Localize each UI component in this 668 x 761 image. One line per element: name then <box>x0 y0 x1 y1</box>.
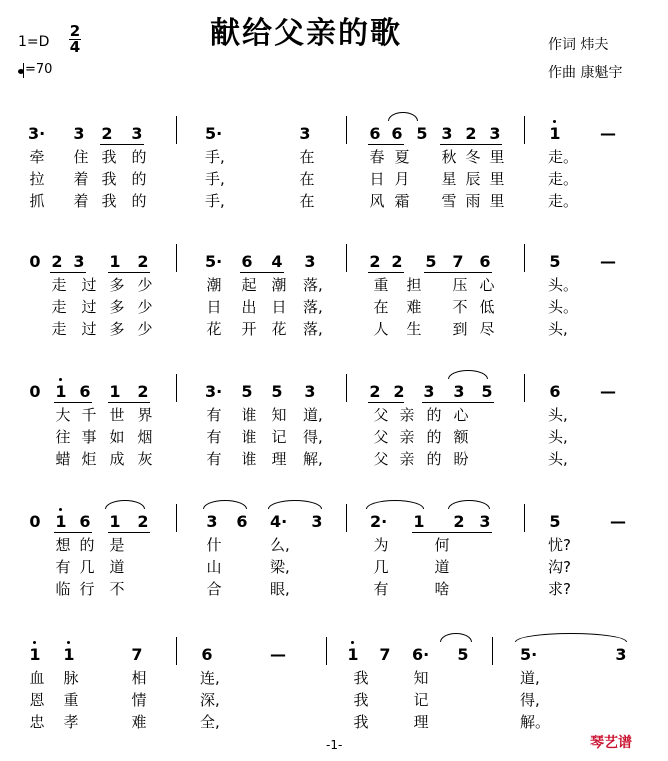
lyric-char: 走 <box>51 276 67 294</box>
lyric-char: 落, <box>303 320 323 338</box>
note: 6· <box>412 645 430 664</box>
slur <box>448 370 488 379</box>
lyric-char: 界 <box>137 406 153 424</box>
lyric-char: 里 <box>489 192 505 210</box>
lyric-char: 深, <box>200 691 220 709</box>
note: 2 <box>369 252 381 271</box>
beam-line <box>422 402 494 403</box>
tempo-marking <box>18 62 52 77</box>
barline <box>176 637 177 665</box>
beam-line <box>412 532 492 533</box>
lyric-char: 的 <box>426 406 442 424</box>
lyric-char: 额 <box>453 428 469 446</box>
beam-line <box>108 532 150 533</box>
lyric-char: 出 <box>241 298 257 316</box>
barline <box>346 504 347 532</box>
lyric-char: 心 <box>453 406 469 424</box>
lyric-char: 抓 <box>29 192 45 210</box>
note: 1 <box>413 512 425 531</box>
note: 5 <box>271 382 283 401</box>
beam-line <box>368 144 404 145</box>
lyric-char: 生 <box>406 320 422 338</box>
slur <box>448 500 490 509</box>
lyric-char: 低 <box>479 298 495 316</box>
note: 3 <box>73 252 85 271</box>
barline <box>176 116 177 144</box>
lyric-char: 理 <box>271 450 287 468</box>
lyric-char: 在 <box>299 148 315 166</box>
note: 3· <box>28 124 46 143</box>
lyric-char: 记 <box>413 691 429 709</box>
note: 6 <box>479 252 491 271</box>
lyric-char: 在 <box>373 298 389 316</box>
lyric-char: 开 <box>241 320 257 338</box>
lyric-char: 什 <box>206 536 222 554</box>
composer-credit: 作曲 康魁宇 <box>548 65 623 81</box>
lyric-char: 月 <box>394 170 410 188</box>
lyric-char: 花 <box>271 320 287 338</box>
barline <box>326 637 327 665</box>
lyric-char: 头, <box>548 406 568 424</box>
note: 1 <box>109 512 121 531</box>
quarter-note-icon <box>18 69 24 74</box>
key-signature: 1=D <box>18 34 50 50</box>
lyric-char: 日 <box>369 170 385 188</box>
barline <box>346 116 347 144</box>
lyric-char: 潮 <box>271 276 287 294</box>
barline <box>346 244 347 272</box>
beam-line <box>54 532 92 533</box>
note: 5 <box>425 252 437 271</box>
lyric-char: 落, <box>303 276 323 294</box>
lyric-char: 雪 <box>441 192 457 210</box>
lyric-char: 知 <box>271 406 287 424</box>
note: 1 <box>29 645 41 664</box>
lyric-char: 牵 <box>29 148 45 166</box>
beam-line <box>54 402 92 403</box>
lyric-char: 的 <box>426 450 442 468</box>
lyric-char: 在 <box>299 170 315 188</box>
note: 0 <box>29 252 41 271</box>
lyric-char: 头。 <box>548 298 579 316</box>
note: 3 <box>441 124 453 143</box>
note: 0 <box>29 382 41 401</box>
note: 3 <box>423 382 435 401</box>
lyric-char: 辰 <box>465 170 481 188</box>
note: 2 <box>137 512 149 531</box>
lyric-char: 走 <box>51 320 67 338</box>
lyric-char: 里 <box>489 148 505 166</box>
lyric-char: 住 <box>73 148 89 166</box>
lyric-char: 日 <box>206 298 222 316</box>
note: 2 <box>393 382 405 401</box>
note: 3 <box>453 382 465 401</box>
octave-dot <box>33 641 36 644</box>
lyric-char: 的 <box>131 148 147 166</box>
lyric-char: 有 <box>55 558 71 576</box>
lyric-char: 着 <box>73 170 89 188</box>
lyric-char: 烟 <box>137 428 153 446</box>
octave-dot <box>553 120 556 123</box>
lyric-char: 里 <box>489 170 505 188</box>
note: 1 <box>55 382 67 401</box>
lyricist-credit: 作词 炜夫 <box>548 37 609 53</box>
lyric-char: 不 <box>109 580 125 598</box>
tempo-value: =70 <box>25 62 53 77</box>
lyric-char: 多 <box>109 276 125 294</box>
lyric-char: 压 <box>452 276 468 294</box>
note: 5 <box>241 382 253 401</box>
lyric-char: 风 <box>369 192 385 210</box>
note: 3 <box>479 512 491 531</box>
note: 3 <box>131 124 143 143</box>
beam-line <box>240 272 284 273</box>
note: 1 <box>109 252 121 271</box>
octave-dot <box>351 641 354 644</box>
note: 1 <box>549 124 561 143</box>
note: 2· <box>370 512 388 531</box>
lyric-char: 行 <box>79 580 95 598</box>
lyric-char: 着 <box>73 192 89 210</box>
note: 2 <box>391 252 403 271</box>
note: 2 <box>137 382 149 401</box>
lyric-char: 有 <box>206 406 222 424</box>
note: 2 <box>453 512 465 531</box>
lyric-char: 为 <box>373 536 389 554</box>
lyric-char: 脉 <box>63 669 79 687</box>
lyric-char: 谁 <box>241 406 257 424</box>
lyric-char: 情 <box>131 691 147 709</box>
sustain-dash: — <box>610 512 626 531</box>
note: 2 <box>137 252 149 271</box>
lyric-char: 记 <box>271 428 287 446</box>
beam-line <box>368 402 404 403</box>
barline <box>176 504 177 532</box>
lyric-char: 何 <box>434 536 450 554</box>
lyric-char: 的 <box>131 170 147 188</box>
octave-dot <box>59 508 62 511</box>
note: 2 <box>369 382 381 401</box>
lyric-char: 花 <box>206 320 222 338</box>
lyric-char: 成 <box>109 450 125 468</box>
lyric-char: 走。 <box>548 148 579 166</box>
note: 6 <box>79 512 91 531</box>
barline <box>176 374 177 402</box>
lyric-char: 道 <box>434 558 450 576</box>
time-signature <box>69 24 81 55</box>
lyric-char: 知 <box>413 669 429 687</box>
lyric-char: 潮 <box>206 276 222 294</box>
lyric-char: 手, <box>205 170 225 188</box>
lyric-char: 孝 <box>63 713 79 731</box>
slur <box>268 500 322 509</box>
lyric-char: 沟? <box>548 558 571 576</box>
lyric-char: 落, <box>303 298 323 316</box>
lyric-char: 求? <box>548 580 571 598</box>
song-title: 献给父亲的歌 <box>210 16 402 51</box>
lyric-char: 往 <box>55 428 71 446</box>
lyric-char: 担 <box>406 276 422 294</box>
lyric-char: 全, <box>200 713 220 731</box>
lyric-char: 到 <box>452 320 468 338</box>
barline <box>524 504 525 532</box>
time-signature-top: 2 <box>69 22 81 40</box>
lyric-char: 头, <box>548 450 568 468</box>
lyric-char: 手, <box>205 192 225 210</box>
lyric-char: 世 <box>109 406 125 424</box>
lyric-char: 蜡 <box>55 450 71 468</box>
slur <box>440 633 472 642</box>
lyric-char: 父 <box>373 428 389 446</box>
lyric-char: 父 <box>373 406 389 424</box>
lyric-char: 眼, <box>270 580 290 598</box>
note: 4 <box>271 252 283 271</box>
lyric-char: 得, <box>303 428 323 446</box>
page-number: -1- <box>326 738 343 752</box>
note: 3 <box>299 124 311 143</box>
note: 5· <box>205 124 223 143</box>
lyric-char: 多 <box>109 320 125 338</box>
note: 5 <box>416 124 428 143</box>
lyric-char: 忧? <box>548 536 571 554</box>
note: 6 <box>241 252 253 271</box>
lyric-char: 亲 <box>399 450 415 468</box>
lyric-char: 头, <box>548 428 568 446</box>
lyric-char: 血 <box>29 669 45 687</box>
lyric-char: 过 <box>81 320 97 338</box>
lyric-char: 道, <box>303 406 323 424</box>
lyric-char: 恩 <box>29 691 45 709</box>
note: 7 <box>379 645 391 664</box>
slur <box>515 633 627 642</box>
lyric-char: 谁 <box>241 428 257 446</box>
lyric-char: 得, <box>520 691 540 709</box>
lyric-char: 不 <box>452 298 468 316</box>
lyric-char: 有 <box>206 450 222 468</box>
lyric-char: 头, <box>548 320 568 338</box>
lyric-char: 走 <box>51 298 67 316</box>
lyric-char: 难 <box>406 298 422 316</box>
lyric-char: 是 <box>109 536 125 554</box>
lyric-char: 少 <box>137 298 153 316</box>
slur <box>388 112 418 121</box>
barline <box>346 374 347 402</box>
lyric-char: 解, <box>303 450 323 468</box>
barline <box>524 116 525 144</box>
lyric-char: 春 <box>369 148 385 166</box>
note: 3 <box>615 645 627 664</box>
lyric-char: 如 <box>109 428 125 446</box>
note: 5· <box>205 252 223 271</box>
lyric-char: 亲 <box>399 428 415 446</box>
lyric-char: 忠 <box>29 713 45 731</box>
beam-line <box>108 402 150 403</box>
sustain-dash: — <box>600 382 616 401</box>
note: 5 <box>549 512 561 531</box>
lyric-char: 心 <box>479 276 495 294</box>
lyric-char: 雨 <box>465 192 481 210</box>
lyric-char: 几 <box>373 558 389 576</box>
octave-dot <box>67 641 70 644</box>
lyric-char: 啥 <box>434 580 450 598</box>
note: 3 <box>73 124 85 143</box>
lyric-char: 山 <box>206 558 222 576</box>
lyric-char: 我 <box>353 669 369 687</box>
note: 3 <box>304 252 316 271</box>
lyric-char: 的 <box>426 428 442 446</box>
lyric-char: 我 <box>353 691 369 709</box>
note: 3 <box>311 512 323 531</box>
note: 1 <box>347 645 359 664</box>
slur <box>203 500 247 509</box>
note: 1 <box>63 645 75 664</box>
beam-line <box>368 272 404 273</box>
note: 6 <box>549 382 561 401</box>
note: 6 <box>201 645 213 664</box>
lyric-char: 盼 <box>453 450 469 468</box>
note: 4· <box>270 512 288 531</box>
lyric-char: 夏 <box>394 148 410 166</box>
lyric-char: 梁, <box>270 558 290 576</box>
lyric-char: 难 <box>131 713 147 731</box>
lyric-char: 霜 <box>394 192 410 210</box>
note: 0 <box>29 512 41 531</box>
beam-line <box>424 272 492 273</box>
note: 7 <box>131 645 143 664</box>
beam-line <box>50 272 86 273</box>
note: 5 <box>481 382 493 401</box>
note: 2 <box>465 124 477 143</box>
lyric-char: 有 <box>206 428 222 446</box>
lyric-char: 尽 <box>479 320 495 338</box>
lyric-char: 在 <box>299 192 315 210</box>
lyric-char: 相 <box>131 669 147 687</box>
lyric-char: 冬 <box>465 148 481 166</box>
lyric-char: 的 <box>131 192 147 210</box>
lyric-char: 事 <box>81 428 97 446</box>
lyric-char: 么, <box>270 536 290 554</box>
note: 1 <box>109 382 121 401</box>
lyric-char: 我 <box>101 170 117 188</box>
time-signature-bottom: 4 <box>69 38 81 56</box>
slur <box>105 500 145 509</box>
note: 6 <box>79 382 91 401</box>
lyric-char: 有 <box>373 580 389 598</box>
note: 6 <box>369 124 381 143</box>
lyric-char: 我 <box>101 192 117 210</box>
barline <box>524 244 525 272</box>
sustain-dash: — <box>600 252 616 271</box>
lyric-char: 我 <box>101 148 117 166</box>
note: 3· <box>205 382 223 401</box>
lyric-char: 大 <box>55 406 71 424</box>
watermark-logo: 琴艺谱 <box>590 735 632 751</box>
beam-line <box>108 272 150 273</box>
lyric-char: 道 <box>109 558 125 576</box>
lyric-char: 重 <box>373 276 389 294</box>
lyric-char: 过 <box>81 276 97 294</box>
lyric-char: 临 <box>55 580 71 598</box>
lyric-char: 谁 <box>241 450 257 468</box>
beam-line <box>100 144 144 145</box>
beam-line <box>440 144 502 145</box>
lyric-char: 理 <box>413 713 429 731</box>
barline <box>176 244 177 272</box>
note: 6 <box>236 512 248 531</box>
lyric-char: 手, <box>205 148 225 166</box>
lyric-char: 拉 <box>29 170 45 188</box>
octave-dot <box>59 378 62 381</box>
lyric-char: 秋 <box>441 148 457 166</box>
lyric-char: 少 <box>137 276 153 294</box>
note: 5 <box>457 645 469 664</box>
lyric-char: 重 <box>63 691 79 709</box>
note: 2 <box>51 252 63 271</box>
lyric-char: 解。 <box>520 713 551 731</box>
lyric-char: 道, <box>520 669 540 687</box>
lyric-char: 亲 <box>399 406 415 424</box>
sustain-dash: — <box>600 124 616 143</box>
lyric-char: 灰 <box>137 450 153 468</box>
note: 5 <box>549 252 561 271</box>
slur <box>366 500 424 509</box>
sustain-dash: — <box>270 645 286 664</box>
lyric-char: 过 <box>81 298 97 316</box>
lyric-char: 人 <box>373 320 389 338</box>
lyric-char: 千 <box>81 406 97 424</box>
barline <box>524 374 525 402</box>
lyric-char: 炬 <box>81 450 97 468</box>
note: 6 <box>391 124 403 143</box>
lyric-char: 想 <box>55 536 71 554</box>
lyric-char: 合 <box>206 580 222 598</box>
lyric-char: 多 <box>109 298 125 316</box>
lyric-char: 连, <box>200 669 220 687</box>
lyric-char: 日 <box>271 298 287 316</box>
note: 3 <box>206 512 218 531</box>
lyric-char: 的 <box>79 536 95 554</box>
note: 3 <box>304 382 316 401</box>
lyric-char: 我 <box>353 713 369 731</box>
note: 1 <box>55 512 67 531</box>
lyric-char: 走。 <box>548 192 579 210</box>
lyric-char: 星 <box>441 170 457 188</box>
lyric-char: 少 <box>137 320 153 338</box>
note: 7 <box>452 252 464 271</box>
lyric-char: 起 <box>241 276 257 294</box>
note: 3 <box>489 124 501 143</box>
lyric-char: 几 <box>79 558 95 576</box>
barline <box>492 637 493 665</box>
note: 2 <box>101 124 113 143</box>
note: 5· <box>520 645 538 664</box>
lyric-char: 父 <box>373 450 389 468</box>
lyric-char: 走。 <box>548 170 579 188</box>
lyric-char: 头。 <box>548 276 579 294</box>
